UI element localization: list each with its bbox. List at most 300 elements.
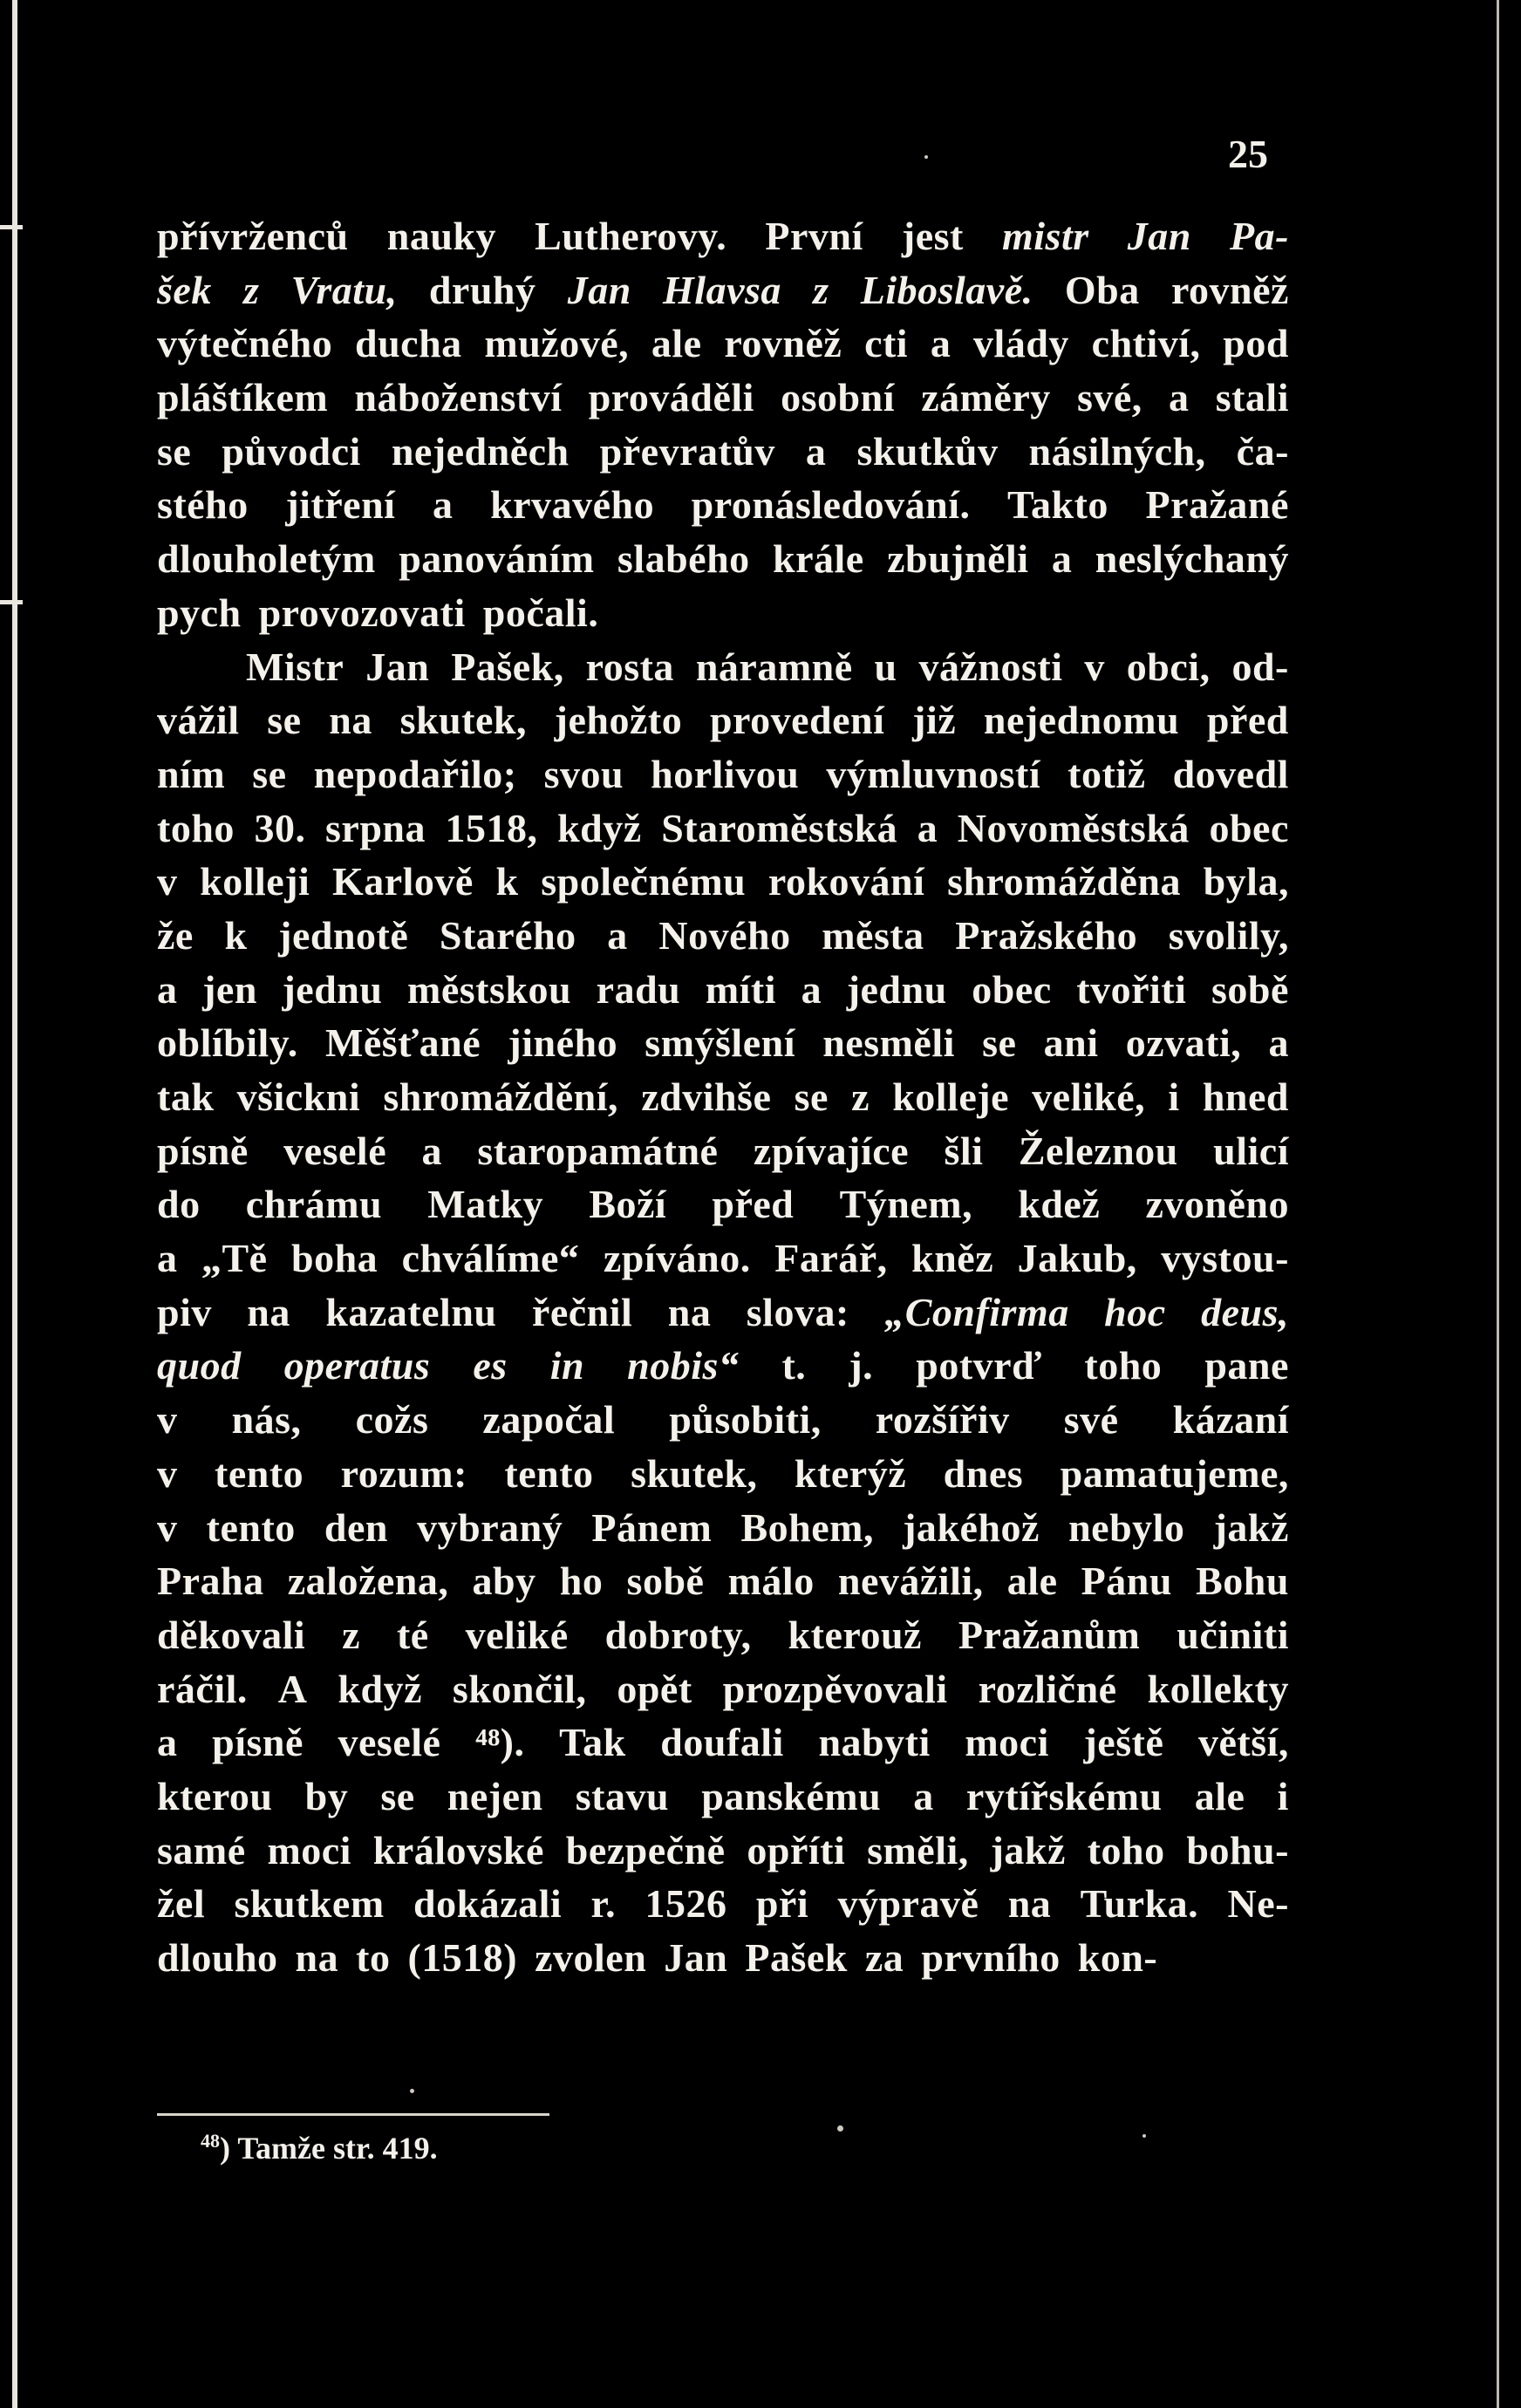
word: nabyti (818, 1720, 931, 1765)
word: skončil, (452, 1666, 587, 1711)
word: (1518) (407, 1935, 518, 1980)
word: doufali (660, 1720, 784, 1765)
word: rytířskému (965, 1773, 1163, 1818)
word: městskou (407, 966, 572, 1012)
word: deus, (1201, 1289, 1289, 1334)
word: dobroty, (604, 1612, 752, 1657)
word: vybraný (417, 1504, 563, 1550)
word: toho (1087, 1827, 1165, 1873)
word: mistr (1002, 214, 1089, 258)
text-line (157, 855, 1289, 909)
text-line (157, 1016, 1289, 1070)
word: k (224, 912, 248, 958)
word: nebylo (1068, 1504, 1185, 1550)
word: chtiví, (1091, 321, 1201, 366)
word: města (822, 912, 924, 958)
word: Bohu (1196, 1559, 1289, 1604)
word: jiného (508, 1020, 618, 1066)
word: nobis“ (627, 1343, 740, 1388)
word: neslýchaný (1095, 536, 1289, 582)
word: jakéhož (903, 1504, 1040, 1550)
word: Starého (439, 912, 576, 958)
word: kdež (1018, 1182, 1101, 1227)
word: a (1051, 536, 1073, 582)
page-edge-left (12, 0, 17, 2408)
word: kterou (157, 1773, 273, 1818)
word: výtečného (157, 321, 333, 366)
word: prováděli (588, 375, 754, 420)
word: ho (559, 1559, 604, 1604)
word: učiniti (1177, 1612, 1289, 1657)
word: té (396, 1612, 429, 1657)
word: rozšířiv (875, 1397, 1010, 1443)
word: a (433, 482, 454, 528)
word: a (421, 1128, 443, 1173)
text-line (157, 1393, 1289, 1447)
footnote (201, 2130, 438, 2166)
word: opět (617, 1666, 692, 1711)
word: stali (1215, 375, 1289, 420)
word: zpívajíce (753, 1128, 910, 1173)
word: potvrď (916, 1343, 1042, 1388)
word: zbujněli (887, 536, 1029, 582)
page-number: 25 (1228, 132, 1268, 176)
word: piv (157, 1289, 212, 1334)
word: moci (267, 1827, 351, 1873)
word: byla, (1203, 859, 1289, 904)
word: když (557, 805, 642, 850)
word: jakž (1213, 1504, 1289, 1550)
word: Pražského (955, 912, 1138, 958)
text-line (157, 1554, 1289, 1608)
word: Novoměstská (957, 805, 1190, 850)
word: cti (864, 321, 909, 366)
word: a (930, 321, 951, 366)
word: rovněž (724, 321, 842, 366)
word: ale (1194, 1773, 1245, 1818)
word: a (1169, 375, 1190, 420)
text-line (157, 1339, 1289, 1393)
word: svou (543, 751, 624, 796)
text-line (157, 371, 1289, 425)
word: mužové, (484, 321, 630, 366)
word: a (805, 428, 827, 474)
word: nejen (447, 1773, 543, 1818)
word: Turka. (1080, 1881, 1199, 1927)
word: počali. (482, 590, 599, 635)
text-line (157, 1770, 1289, 1824)
word: smýšlení (645, 1020, 795, 1066)
word: kolleje (892, 1074, 1009, 1119)
word: a (913, 1773, 934, 1818)
word: sobě (626, 1559, 705, 1604)
word: vystou- (1161, 1236, 1289, 1281)
word: na (329, 698, 372, 743)
word: opříti (747, 1827, 846, 1873)
word: Pražané (1145, 482, 1289, 528)
word: i (1168, 1074, 1180, 1119)
word: Nového (658, 912, 791, 958)
word: násilných, (1028, 428, 1206, 474)
word: radu (596, 966, 681, 1012)
word: převratův (599, 428, 775, 474)
word: pane (1204, 1343, 1289, 1388)
footnote-marker: 48 (201, 2130, 220, 2152)
word: stého (157, 482, 249, 528)
word: vážil (157, 698, 240, 743)
text-line (157, 693, 1289, 747)
word: přívrženců (157, 214, 349, 258)
word: den (324, 1504, 389, 1550)
word: větší, (1197, 1720, 1289, 1765)
word: boha (291, 1236, 379, 1281)
word: ⁴⁸). (475, 1720, 525, 1765)
word: obec (972, 966, 1052, 1012)
print-speck (1142, 2134, 1146, 2138)
word: tento (206, 1504, 296, 1550)
word: Jan (664, 1935, 728, 1980)
word: chrámu (245, 1182, 383, 1227)
word: prozpěvovali (722, 1666, 948, 1711)
word: ducha (354, 321, 462, 366)
text-line (157, 317, 1289, 371)
text-line (157, 532, 1289, 586)
word: nesměli (822, 1020, 955, 1066)
word: veselé (338, 1720, 441, 1765)
text-line (157, 586, 1289, 640)
word: kterýž (794, 1450, 907, 1496)
word: na (1007, 1881, 1052, 1927)
word: ním (157, 751, 226, 796)
word: staropamátné (477, 1128, 719, 1173)
word: svolily, (1168, 912, 1289, 958)
word: slabého (617, 536, 750, 582)
word: veselé (283, 1128, 387, 1173)
word: z (243, 267, 260, 312)
word: rokování (767, 859, 925, 904)
word: náramně (695, 644, 853, 689)
word: in (549, 1343, 585, 1388)
word: 30. (254, 805, 306, 850)
word: záměry (921, 375, 1051, 420)
word: Mistr (246, 644, 344, 689)
word: když (338, 1666, 423, 1711)
word: t. (781, 1343, 807, 1388)
word: skutkem (234, 1881, 385, 1927)
word: vlády (973, 321, 1069, 366)
word: své (1063, 1397, 1119, 1443)
word: Pa- (1230, 214, 1289, 258)
word: dlouho (157, 1935, 278, 1980)
word: pláštíkem (157, 375, 329, 420)
word: 1518, (445, 805, 538, 850)
word: Pánu (1081, 1559, 1172, 1604)
word: A (277, 1666, 308, 1711)
word: toho (1084, 1343, 1163, 1388)
word: by (304, 1773, 349, 1818)
word: veliké (465, 1612, 569, 1657)
word: na (247, 1289, 290, 1334)
word: ráčil. (157, 1666, 248, 1711)
word: druhý (428, 267, 536, 312)
word: ale (1006, 1559, 1058, 1604)
word: pych (157, 590, 242, 635)
word: jednotě (278, 912, 409, 958)
word: vážnosti (918, 644, 1063, 689)
word: pronásledování. (691, 482, 971, 528)
word: rozum: (340, 1450, 467, 1496)
word: dovedl (1172, 751, 1289, 796)
text-line (157, 1124, 1289, 1178)
word: slova: (746, 1289, 849, 1334)
word: u (874, 644, 897, 689)
word: v (157, 859, 178, 904)
text-line (157, 209, 1289, 263)
word: a (607, 912, 628, 958)
word: rovněž (1170, 267, 1289, 312)
word: provozovati (258, 590, 466, 635)
word: „Confirma (884, 1289, 1069, 1334)
page-edge-tick (0, 600, 23, 604)
word: skutkův (856, 428, 999, 474)
word: aby (472, 1559, 536, 1604)
word: prvního (921, 1935, 1061, 1980)
word: na (667, 1289, 712, 1334)
word: z (342, 1612, 361, 1657)
word: všickni (236, 1074, 361, 1119)
word: že (157, 912, 194, 958)
word: a (1268, 1020, 1289, 1066)
word: v (157, 1397, 178, 1443)
word: v (157, 1504, 178, 1550)
word: se (982, 1020, 1017, 1066)
word: srpna (325, 805, 426, 850)
word: panováním (399, 536, 595, 582)
word: písně (157, 1128, 249, 1173)
word: Pašek, (451, 644, 564, 689)
word: z (851, 1074, 870, 1119)
word: společnému (541, 859, 747, 904)
text-line (157, 1286, 1289, 1340)
text-line (157, 478, 1289, 532)
word: krvavého (490, 482, 655, 528)
word: náboženství (354, 375, 563, 420)
word: horlivou (651, 751, 800, 796)
text-line (157, 1662, 1289, 1716)
word: pod (1223, 321, 1289, 366)
word: málo (727, 1559, 815, 1604)
word: do (157, 1182, 201, 1227)
word: míti (705, 966, 777, 1012)
word: započal (482, 1397, 616, 1443)
word: Vratu, (290, 267, 398, 312)
word: směli, (867, 1827, 969, 1873)
word: královské (372, 1827, 544, 1873)
word: provedení (709, 698, 885, 743)
word: quod (157, 1343, 242, 1388)
word: se (267, 698, 302, 743)
word: osobní (781, 375, 895, 420)
text-line (157, 640, 1289, 694)
page-edge-tick (0, 225, 23, 229)
word: ozvati, (1125, 1020, 1242, 1066)
word: kázaní (1172, 1397, 1289, 1443)
word: samé (157, 1827, 246, 1873)
word: Tak (559, 1720, 626, 1765)
word: hned (1202, 1074, 1289, 1119)
word: jen (202, 966, 257, 1012)
word: shromážděna (947, 859, 1181, 904)
text-line (157, 909, 1289, 963)
word: zpíváno. (603, 1236, 751, 1281)
word: Liboslavě. (860, 267, 1033, 312)
word: působiti, (669, 1397, 822, 1443)
word: Praha (157, 1559, 264, 1604)
word: šli (944, 1128, 984, 1173)
word: se (794, 1074, 829, 1119)
body-text (157, 209, 1289, 1985)
word: své, (1076, 375, 1142, 420)
word: nejedněch (391, 428, 570, 474)
word: krále (773, 536, 864, 582)
word: při (755, 1881, 809, 1927)
text-line (157, 1608, 1289, 1662)
text-line (157, 1501, 1289, 1555)
print-speck (837, 2125, 843, 2132)
word: a (801, 966, 822, 1012)
word: obec (1209, 805, 1289, 850)
word: 1526 (645, 1881, 727, 1927)
word: se (157, 428, 192, 474)
word: zvolen (535, 1935, 647, 1980)
word: bohu- (1186, 1827, 1289, 1873)
word: jitření (285, 482, 396, 528)
word: za (864, 1935, 904, 1980)
word: Matky (427, 1182, 544, 1227)
text-line (157, 1447, 1289, 1501)
footnote-rule (157, 2113, 549, 2116)
word: Železnou (1018, 1128, 1178, 1173)
word: nauky (386, 214, 496, 258)
word: to (356, 1935, 391, 1980)
word: děkovali (157, 1612, 306, 1657)
word: tak (157, 1074, 215, 1119)
text-line (157, 1177, 1289, 1231)
word: a (157, 1236, 178, 1281)
word: kterouž (788, 1612, 922, 1657)
word: i (1277, 1773, 1289, 1818)
word: Jan (567, 267, 631, 312)
word: a (917, 805, 938, 850)
word: dlouholetým (157, 536, 376, 582)
word: Jakub, (1017, 1236, 1137, 1281)
word: panskému (701, 1773, 882, 1818)
word: Oba (1064, 267, 1140, 312)
word: ještě (1083, 1720, 1164, 1765)
word: dokázali (413, 1881, 563, 1927)
word: moci (965, 1720, 1049, 1765)
text-line (157, 1231, 1289, 1286)
word: a (157, 966, 178, 1012)
word: tento (504, 1450, 594, 1496)
word: nejednomu (983, 698, 1180, 743)
text-line (157, 1716, 1289, 1770)
word: rosta (585, 644, 674, 689)
word: bezpečně (565, 1827, 726, 1873)
word: kolleji (200, 859, 310, 904)
word: toho (157, 805, 235, 850)
word: Boží (589, 1182, 667, 1227)
text-line (157, 802, 1289, 856)
word: jednu (846, 966, 947, 1012)
word: jakž (990, 1827, 1066, 1873)
word: tvořiti (1076, 966, 1187, 1012)
text-line (157, 1070, 1289, 1124)
word: se (380, 1773, 415, 1818)
word: se (252, 751, 287, 796)
word: zvoněno (1145, 1182, 1289, 1227)
text-line (157, 963, 1289, 1017)
word: obci, (1126, 644, 1211, 689)
word: První (765, 214, 863, 258)
word: Farář, (774, 1236, 888, 1281)
word: před (1206, 698, 1289, 743)
word: es (473, 1343, 508, 1388)
word: nepodařilo; (313, 751, 517, 796)
word: Pražanům (958, 1612, 1141, 1657)
word: „Tě (201, 1236, 268, 1281)
word: již (912, 698, 957, 743)
word: skutek, (631, 1450, 758, 1496)
word: založena, (287, 1559, 449, 1604)
word: pamatujeme, (1060, 1450, 1289, 1496)
word: skutek, (399, 698, 527, 743)
word: ča- (1236, 428, 1289, 474)
text-line (157, 425, 1289, 479)
word: v (1084, 644, 1105, 689)
word: j. (849, 1343, 874, 1388)
word: Měšťané (324, 1020, 481, 1066)
word: Pánem (591, 1504, 713, 1550)
word: na (295, 1935, 339, 1980)
text-line (157, 1877, 1289, 1931)
print-speck (410, 2089, 414, 2093)
word: operatus (283, 1343, 431, 1388)
word: Staroměstská (661, 805, 898, 850)
word: Bohem, (740, 1504, 874, 1550)
word: řečnil (531, 1289, 633, 1334)
word: Takto (1007, 482, 1108, 528)
word: nás, (231, 1397, 302, 1443)
text-line (157, 263, 1289, 317)
word: původci (222, 428, 361, 474)
word: jehožto (554, 698, 683, 743)
word: Ne- (1227, 1881, 1289, 1927)
page-edge-right (1497, 0, 1499, 2408)
word: chválíme“ (401, 1236, 580, 1281)
word: jest (901, 214, 964, 258)
word: stavu (575, 1773, 670, 1818)
word: totiž (1067, 751, 1146, 796)
word: od- (1231, 644, 1289, 689)
word: jednu (282, 966, 383, 1012)
word: oblíbily. (157, 1020, 298, 1066)
word: před (712, 1182, 795, 1227)
word: nevážili, (837, 1559, 984, 1604)
word: výmluvností (826, 751, 1041, 796)
word: sobě (1211, 966, 1289, 1012)
word: a (157, 1720, 178, 1765)
